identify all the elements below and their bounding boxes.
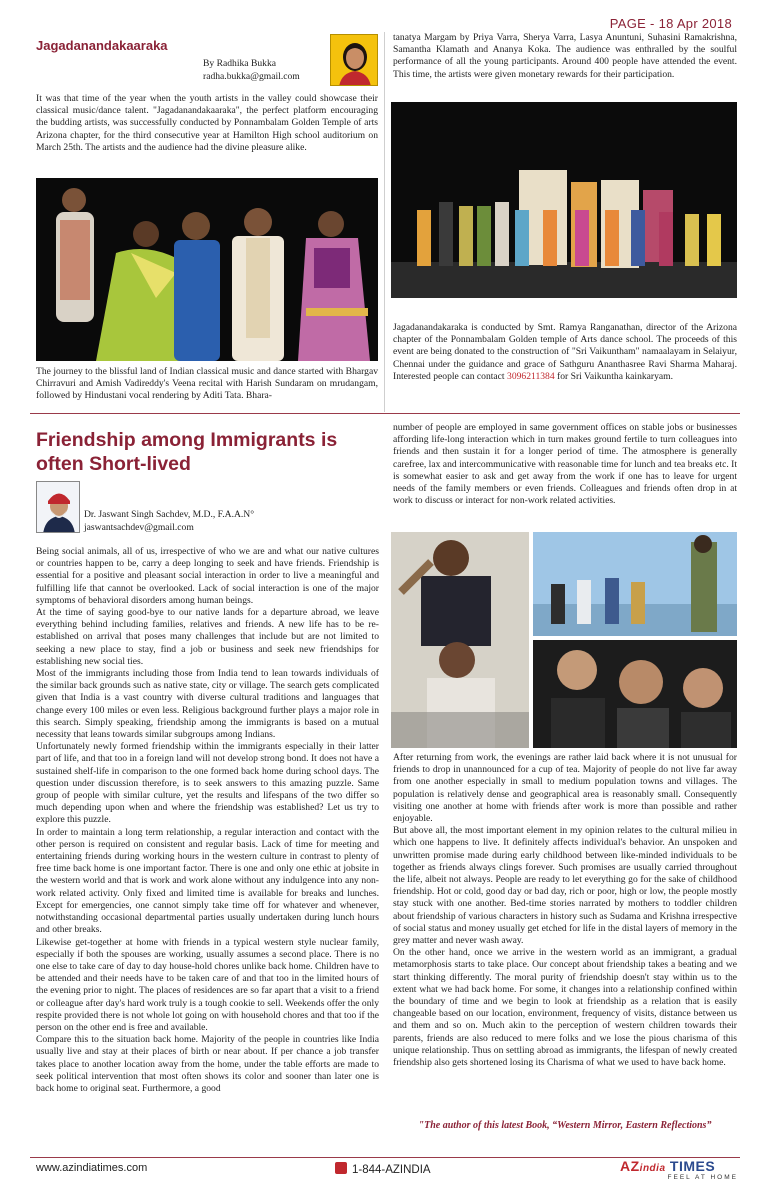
article2-author-email: jaswantsachdev@gmail.com [84,522,194,533]
column-divider [384,32,385,412]
phone-icon [335,1162,347,1174]
footer-phone-number: 1-844-AZINDIA [352,1164,431,1176]
paragraph: But above all, the most important element in my opinion relates to the cultural milieu in which one happens to live. It definitely affects individual's behavior. An unspoken and unwritten promise made during early childhood between like-minded individuals to be together as friends always clings forever. Such promises are usually carried throughout the life, albeit not always. People are ready to let everything go for the sake of childhood friendship. Hot or cold, good day or bad day, rich or poor, high or low, the people mostly stay stuck with one another. Bed-time stories narrated by mothers to toddler children about friendship of various characters in history such as Sudama and Krishna irrespective of social status and money usually get etched for life in the distal layers of memory in the grey matter and never wash away. [393,825,737,947]
paragraph: Unfortunately newly formed friendship within the immigrants especially in their latter part of life, and that too in a foreign land will not develop strong bond. It does not have a sustained shelf-life in comparison to the one formed back home during school days. The question under discussion therefore, is to seek answers to this amazing puzzle. Same group of people with similar culture, yet the results and lifespans of the two differ so much depending upon when and where the friendship was established? Let us try to explore this puzzle. [36,741,379,826]
page-label: PAGE - 18 Apr 2018 [609,16,732,31]
paragraph: Likewise get-together at home with friends in a typical western style nuclear family, especially if both the spouses are working, usually assumes a second place. There is no one else to take care of day to day house-hold chores unlike back home. Children have to be attended and their needs have to be taken care of and that too in the limited hours of the evening prior to night. The places of residences are so far apart that a visit to a friend or colleague after day's hard work truly is a tough cookie to sell. Weekends offer the only respite provided there is not whole lot going on with household chores and that too if the person on the other end is free and available. [36,936,379,1033]
paragraph: In order to maintain a long term relationship, a regular interaction and contact with the other person is required on consistent and regular basis. Lack of time for meeting and entertaining friends during working hours in the western culture in contrast to plenty of free time back home is one important factor. There is one and only one ethic at jobsite in the western world and that is work and work alone without any indulgence into any non-work related activity. Only fixed and limited time is available for breaks and lunches. Except for emergencies, one cannot simply take time off for whatever and whenever, notwithstanding occasional departmental parties usually undertaken during lunch hours and other breaks. [36,826,379,936]
author-photo-jaswant [36,481,80,533]
article1-author-email: radha.bukka@gmail.com [203,71,300,82]
author-book-note: "The author of this latest Book, “Western Mirror, Eastern Reflections” [418,1120,712,1131]
article2-author-name: Dr. Jaswant Singh Sachdev, M.D., F.A.A.N° [84,509,255,520]
paragraph: After returning from work, the evenings are rather laid back where it is not unusual for friends to drop in unannounced for a cup of tea. Majority of people do not live far away from one another especially in small to medium population towns and villages. The population is relatively dense and geographical area is reasonably small. Consequently visiting one another at home with friends after work is more than possible and rather enjoyable. [393,752,737,825]
article1-col2-bottom-text: Jagadanandakaraka is conducted by Smt. Ramya Ranganathan, director of the Arizona chapter of the Ponnambalam Golden temple of Arts dance school. The proceeds of this event are being donated to the construction of "Sri Vaikuntham" namaalayam in Selaiyur, Chennai under the guidance and grace of Sathguru Ananthasree Ravi Sharma Maharaj. Interested people can contact [393,322,737,382]
film-stills-collage [391,532,737,748]
article2-col2-bottom [393,752,737,1069]
logo-wordmark: AZindia TIMES [620,1158,716,1174]
event-photo-stage [391,102,737,298]
article1-author-name: By Radhika Bukka [203,58,277,69]
logo-tagline: FEEL AT HOME [667,1174,738,1181]
author-photo-radhika [330,34,378,86]
azindia-times-logo[interactable] [620,1158,738,1184]
article1-col2-bottom [393,322,737,383]
paragraph: Being social animals, all of us, irrespective of who we are and what our native cultures or countries happen to be, carry a deep longing to seek and have friends. Friendship is essential for a positive and pleasant social interaction in order to live a meaningful and fulfilling life that cannot be overlooked. Lack of social interaction is one of the major symptoms of behavioral disorders among human beings. [36,546,379,606]
article2-col2-top: number of people are employed in same government offices on stable jobs or businesses affording life-long interaction which in turn makes ground fertile to turn colleagues into friends and then sustain it for a longer period of time. The atmosphere is generally carefree, lax and intercommunicative with reasonable time for lunch and tea breaks etc. It is somewhat easier to ask and get away from the work if one has to leave for urgent needs of the family members or even friends. Colleagues and friends often drop in at work to discuss or interact for non-work related activities. [393,422,737,507]
paragraph: On the other hand, once we arrive in the western world as an immigrant, a gradual metamorphosis starts to take place. Our concept about friendship takes a beating and we start thinking differently. The moral purity of friendship doesn't stay within us to the extent what we had back home. For some, it changes into a relationship confined within the boundary of time and we begin to look at friendship as a relation that is easily changeable based on our location, environment, frequency of visits, distance between us and them and so on. Much akin to the perception of western children towards their parents, friends are also reduced to mere folks and we lose the pious charisma of this unique relationship. Thus on settling abroad as immigrants, the lifespan of newly created friendship also gets shortened losing its Charisma of what we used to have back home. [393,947,737,1069]
article1-caption-left: The journey to the blissful land of Indian classical music and dance started with Bhargav Chirravuri and Amish Vadireddy's Veena recital with Harish Sundaram on mrudangam, followed by Hindustani vocal rendering by Aditi Tata. Bhara- [36,366,378,402]
section-divider [30,413,740,414]
article1-col2-bottom-end: for Sri Vaikuntha kainkaryam. [557,370,674,382]
article1-intro: It was that time of the year when the youth artists in the valley could showcase their classical music/dance talent. "Jagadanandakaaraka", the perfect platform encouraging the budding artists, was successfully conducted by Ponnambalam Golden Temple of arts Arizona chapter, for the third consecutive year at Hamilton High school auditorium on March 25th. The artists and the audience had the divine pleasure alike. [36,93,378,153]
event-photo-felicitation [36,178,378,361]
paragraph: Most of the immigrants including those from India tend to lean towards individuals of the similar back grounds such as native state, city or village. The search gets complicated given that India is a vast country with diverse cultural traditions and languages that change every 100 miles or even less. Religious background further plays a major role in this search. Simply speaking, friendship among the immigrants is based on a mutual necessity that leans towards similar subgroups among Indians. [36,668,379,741]
contact-phone-link[interactable]: 3096211384 [507,370,555,382]
article2-byline [84,508,374,534]
footer-phone[interactable] [335,1162,431,1176]
article1-byline [203,57,328,83]
article1-col2-top: tanatya Margam by Priya Varra, Sherya Varra, Lasya Anuntuni, Suhasini Ramakrishna, Samantha Klamath and Ananya Koka. The audience was enthralled by the soulful performance of all the young participants. Around 400 people have attended the event. This time, the artists were given monetary rewards for their participation. [393,32,737,80]
paragraph: Compare this to the situation back home. Majority of the people in countries like India usually live and stay at their places of birth or near about. If per chance a job transfer takes place to another location away from the home, under the table efforts are made to seek political intervention that most often shows its color and sooner than later one is back home to original seat. Furthermore, a good [36,1034,379,1094]
paragraph: At the time of saying good-bye to our native lands for a departure abroad, we leave everything behind including families, relatives and friends. A new life has to be re-established on arrival that poses many challenges that include but are not limited to seeking a new place to stay, find a job or business and seek new friendships for establishing new social ties. [36,607,379,667]
article2-title: Friendship among Immigrants is often Short-lived [36,429,338,475]
article2-col1 [36,546,379,1095]
section-tag: Jagadanandakaaraka [36,38,168,53]
footer-website-link[interactable]: www.azindiatimes.com [36,1162,148,1174]
